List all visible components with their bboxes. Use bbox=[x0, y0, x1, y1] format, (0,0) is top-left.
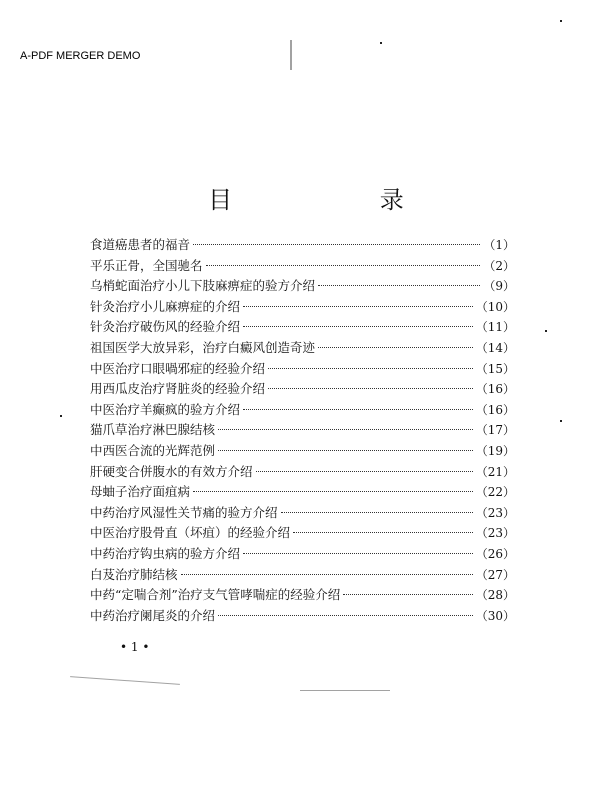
toc-entry[interactable] bbox=[90, 359, 515, 380]
toc-entry-title: 肝硬变合併腹水的有效方介绍 bbox=[90, 463, 253, 479]
toc-entry-page: （27） bbox=[475, 567, 515, 582]
toc-entry-title: 中医治疗羊癫疯的验方介绍 bbox=[90, 401, 241, 417]
toc-entry-title: 中药“定喘合剂”治疗支气管哮喘症的经验介绍 bbox=[90, 587, 341, 603]
toc-entry-title: 乌梢蛇面治疗小儿下肢麻痹症的验方介绍 bbox=[90, 278, 316, 294]
toc-entry[interactable] bbox=[90, 420, 515, 441]
dot-leader bbox=[243, 553, 473, 554]
toc-entry[interactable] bbox=[90, 338, 515, 359]
page-title: 目 录 bbox=[208, 186, 474, 214]
toc-entry-title: 中药治疗阑尾炎的介绍 bbox=[90, 607, 216, 623]
toc-entry-page: （30） bbox=[475, 608, 515, 623]
toc-entry-page: （11） bbox=[475, 320, 515, 335]
toc-entry-title: 用西瓜皮治疗肾脏炎的经验介绍 bbox=[90, 381, 266, 397]
dot-leader bbox=[218, 429, 473, 430]
toc-entry-title: 猫爪草治疗淋巴腺结核 bbox=[90, 422, 216, 438]
toc-entry[interactable] bbox=[90, 503, 515, 524]
toc-entry[interactable] bbox=[90, 544, 515, 565]
scan-artifact bbox=[70, 676, 180, 685]
dot-leader bbox=[268, 388, 473, 389]
dot-leader bbox=[243, 326, 473, 327]
toc-entry-page: （23） bbox=[475, 526, 515, 541]
dot-leader bbox=[256, 471, 473, 472]
dot-leader bbox=[181, 574, 473, 575]
toc-entry-page: （14） bbox=[475, 340, 515, 355]
dot-leader bbox=[206, 265, 481, 266]
toc-entry-page: （10） bbox=[475, 299, 515, 314]
toc-entry[interactable] bbox=[90, 276, 515, 297]
dot-leader bbox=[268, 368, 473, 369]
toc-entry[interactable] bbox=[90, 379, 515, 400]
scan-speck bbox=[380, 42, 382, 44]
toc-entry[interactable] bbox=[90, 400, 515, 421]
toc-entry-page: （17） bbox=[475, 423, 515, 438]
toc-entry-page: （19） bbox=[475, 443, 515, 458]
toc-entry[interactable] bbox=[90, 317, 515, 338]
toc-entry-title: 中药治疗钩虫病的验方介绍 bbox=[90, 545, 241, 561]
toc-entry-page: （16） bbox=[475, 402, 515, 417]
watermark-text: A-PDF MERGER DEMO bbox=[20, 50, 141, 62]
toc-entry-title: 白芨治疗肺结核 bbox=[90, 566, 178, 582]
toc-entry-page: （21） bbox=[475, 464, 515, 479]
dot-leader bbox=[281, 512, 473, 513]
toc-entry-page: （1） bbox=[483, 238, 515, 252]
toc-entry-page: （2） bbox=[483, 258, 515, 273]
dot-leader bbox=[318, 285, 480, 286]
toc-entry[interactable] bbox=[90, 462, 515, 483]
toc-entry-title: 中医治疗口眼喎邪症的经验介绍 bbox=[90, 360, 266, 376]
scan-speck bbox=[545, 330, 547, 332]
toc-entry-page: （15） bbox=[475, 361, 515, 376]
toc-entry-title: 针灸治疗破伤风的经验介绍 bbox=[90, 319, 241, 335]
toc-entry-page: （28） bbox=[475, 588, 515, 603]
toc-entry[interactable] bbox=[90, 523, 515, 544]
dot-leader bbox=[193, 491, 473, 492]
toc-entry[interactable] bbox=[90, 441, 515, 462]
toc-entry-page: （9） bbox=[483, 279, 515, 294]
dot-leader bbox=[318, 347, 473, 348]
toc-entry-title: 平乐正骨，全国驰名 bbox=[90, 257, 203, 273]
toc-entry[interactable] bbox=[90, 256, 515, 277]
scan-artifact bbox=[300, 690, 390, 691]
dot-leader bbox=[218, 615, 473, 616]
toc-entry-page: （26） bbox=[475, 546, 515, 561]
dot-leader bbox=[218, 450, 473, 451]
toc-entry-title: 针灸治疗小儿麻痹症的介绍 bbox=[90, 298, 241, 314]
toc-entry[interactable] bbox=[90, 235, 515, 256]
toc-entry[interactable] bbox=[90, 482, 515, 503]
table-of-contents bbox=[90, 235, 515, 626]
scan-artifact bbox=[290, 40, 292, 70]
toc-entry[interactable] bbox=[90, 585, 515, 606]
toc-entry-page: （22） bbox=[475, 485, 515, 500]
toc-entry[interactable] bbox=[90, 565, 515, 586]
dot-leader bbox=[343, 594, 472, 595]
toc-entry-title: 祖国医学大放异彩，治疗白癜风创造奇迹 bbox=[90, 339, 316, 355]
dot-leader bbox=[243, 409, 473, 410]
toc-entry-title: 食道癌患者的福音 bbox=[90, 237, 191, 252]
toc-entry-title: 中药治疗风湿性关节痛的验方介绍 bbox=[90, 504, 278, 520]
scan-speck bbox=[560, 20, 562, 22]
toc-entry-title: 母蚰子治疗面疽病 bbox=[90, 484, 191, 500]
dot-leader bbox=[193, 244, 480, 245]
dot-leader bbox=[243, 306, 473, 307]
dot-leader bbox=[293, 532, 473, 533]
scan-speck bbox=[60, 415, 62, 417]
toc-entry[interactable] bbox=[90, 606, 515, 627]
toc-entry-title: 中西医合流的光辉范例 bbox=[90, 442, 216, 458]
page-number: • 1 • bbox=[120, 640, 150, 654]
toc-entry-page: （16） bbox=[475, 382, 515, 397]
toc-entry[interactable] bbox=[90, 297, 515, 318]
toc-entry-title: 中医治疗股骨直（坏疽）的经验介绍 bbox=[90, 525, 291, 541]
scan-speck bbox=[560, 420, 562, 422]
toc-entry-page: （23） bbox=[475, 505, 515, 520]
